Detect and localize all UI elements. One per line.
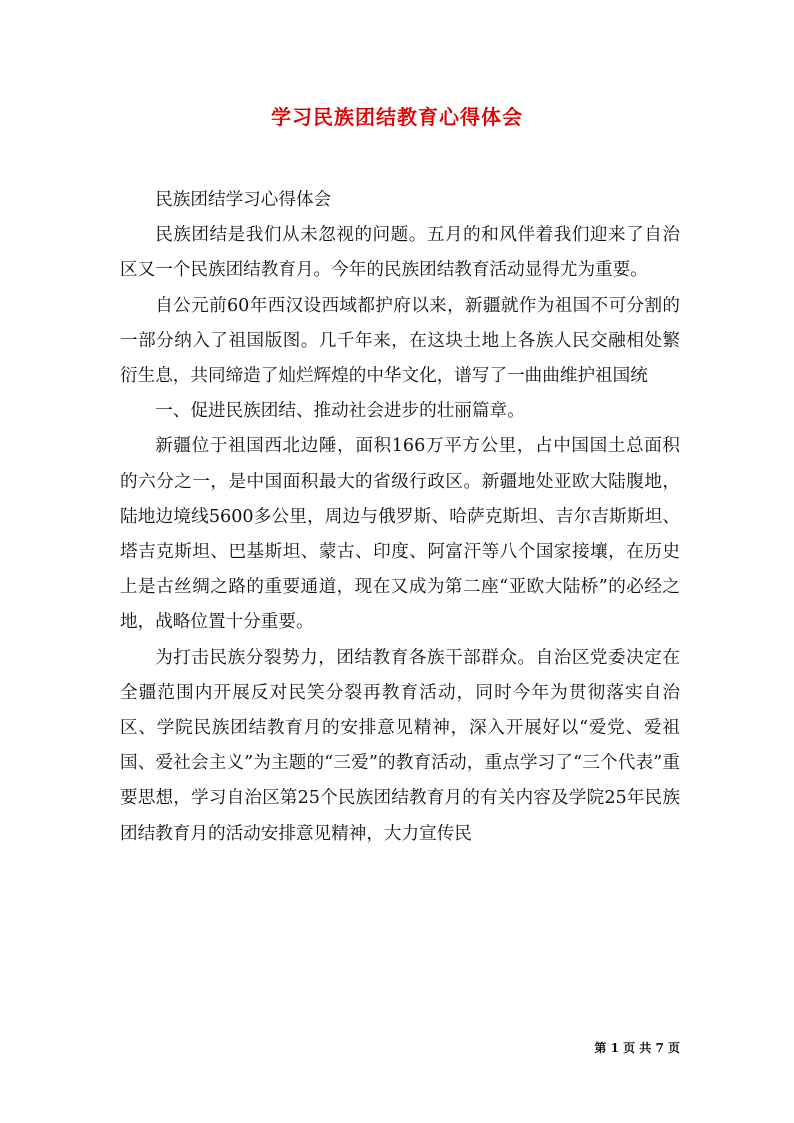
document-body <box>120 183 680 852</box>
paragraph-intro: 民族团结是我们从未忽视的问题。五月的和风伴着我们迎来了自治区又一个民族团结教育月。今年的民族团结教育活动显得尤为重要。 <box>120 225 680 281</box>
paragraph-history: 自公元前60年西汉设西域都护府以来，新疆就作为祖国不可分割的一部分纳入了祖国版图。几千年来，在这块土地上各族人民交融相处繁衍生息，共同缔造了灿烂辉煌的中华文化，谱写了一曲曲维护祖国统 <box>120 295 680 387</box>
paragraph-section-heading: 一、促进民族团结、推动社会进步的壮丽篇章。 <box>155 401 525 422</box>
document-title: 学习民族团结教育心得体会 <box>271 105 523 129</box>
page-number-footer: 第 1 页 共 7 页 <box>594 1041 680 1055</box>
paragraph-subtitle: 民族团结学习心得体会 <box>155 190 332 210</box>
paragraph-geography: 新疆位于祖国西北边陲，面积166万平方公里，占中国国土总面积的六分之一，是中国面积最大的省级行政区。新疆地处亚欧大陆腹地，陆地边境线5600多公里，周边与俄罗斯、哈萨克斯坦、吉尔吉斯斯坦、塔吉克斯坦、巴基斯坦、蒙古、印度、阿富汗等八个国家接壤，在历史上是古丝绸之路的重要通道，现在又成为第二座“亚欧大陆桥”的必经之地，战略位置十分重要。 <box>120 436 680 633</box>
paragraph-education: 为打击民族分裂势力，团结教育各族干部群众。自治区党委决定在全疆范围内开展反对民笑分裂再教育活动，同时今年为贯彻落实自治区、学院民族团结教育月的安排意见精神，深入开展好以“爱党、爱祖国、爱社会主义”为主题的“三爱”的教育活动，重点学习了“三个代表”重要思想，学习自治区第25个民族团结教育月的有关内容及学院25年民族团结教育月的活动安排意见精神，大力宣传民 <box>120 647 680 844</box>
